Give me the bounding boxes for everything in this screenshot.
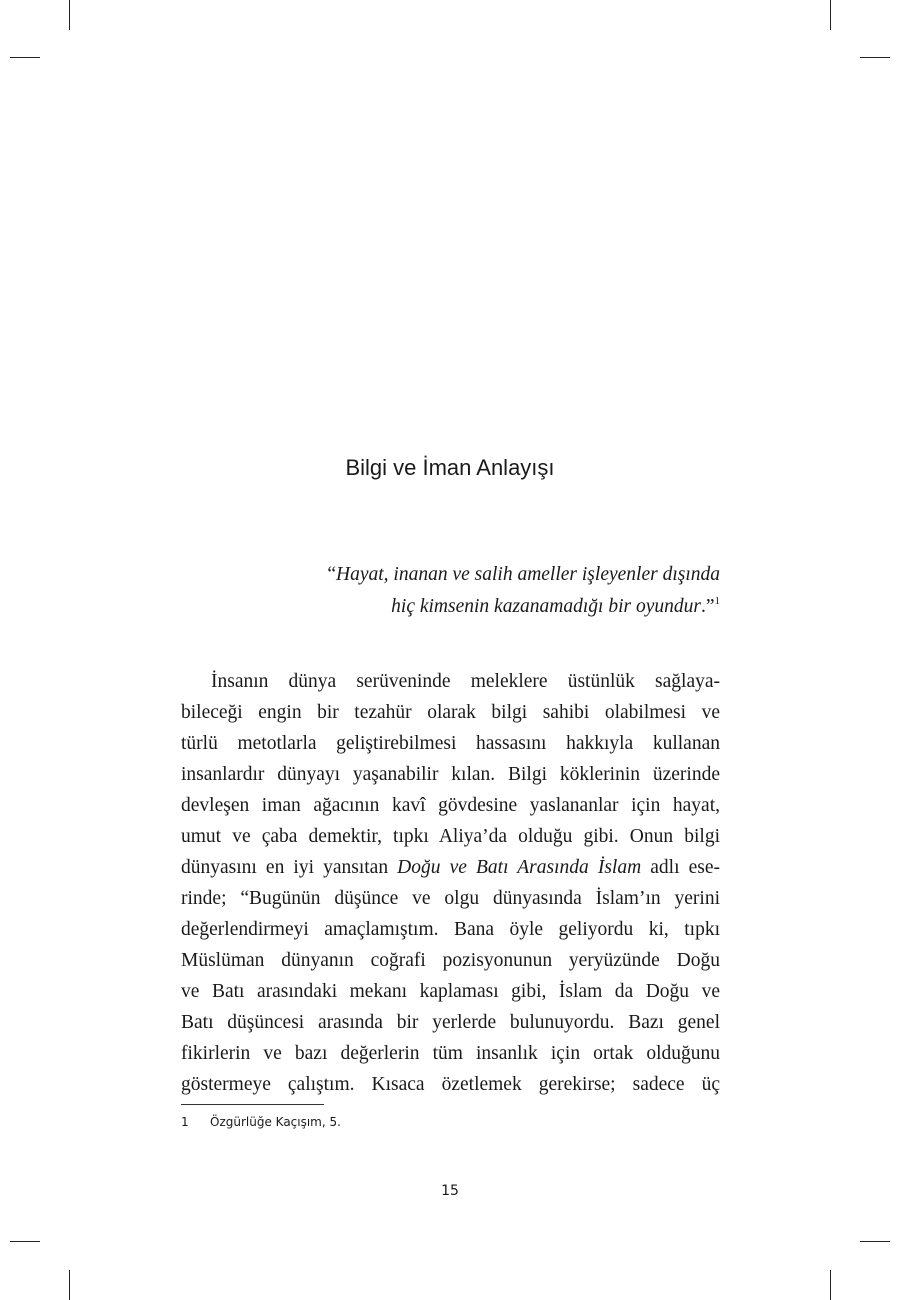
body-line: göstermeye çalıştım. Kısaca özetlemek gerekirse; sadece üç [181, 1074, 720, 1095]
crop-mark [69, 0, 70, 30]
body-line: rinde; “Bugünün düşünce ve olgu dünyasında İslam’ın yerini [181, 888, 720, 909]
epigraph-line-1 [200, 559, 720, 591]
body-line: bileceği engin bir tezahür olarak bilgi sahibi olabilmesi ve [181, 702, 720, 723]
footnote-reference[interactable]: 1 [714, 595, 720, 607]
page-number: 15 [441, 1183, 459, 1199]
footnote-divider [181, 1104, 324, 1105]
epigraph-line-2 [200, 591, 720, 623]
body-line: ve Batı arasındaki mekanı kaplaması gibi, İslam da Doğu ve [181, 981, 720, 1002]
crop-mark [69, 1270, 70, 1300]
body-line: Müslüman dünyanın coğrafi pozisyonunun yeryüzünde Doğu [181, 950, 720, 971]
epigraph-text-2: hiç kimsenin kazanamadığı bir oyundur [391, 596, 701, 617]
chapter-heading: Bilgi ve İman Anlayışı [345, 455, 555, 480]
crop-mark [860, 57, 890, 58]
footnote [181, 1115, 341, 1129]
epigraph [200, 559, 720, 623]
crop-mark [10, 57, 40, 58]
epigraph-close-quote: .” [700, 596, 715, 617]
body-line: insanlardır dünyayı yaşanabilir kılan. Bilgi köklerinin üzerinde [181, 764, 720, 785]
body-text-segment: adlı ese- [641, 857, 720, 878]
body-line: umut ve çaba demektir, tıpkı Aliya’da olduğu gibi. Onun bilgi [181, 826, 720, 847]
crop-mark [830, 0, 831, 30]
body-line: değerlendirmeyi amaçlamıştım. Bana öyle geliyordu ki, tıpkı [181, 919, 720, 940]
crop-mark [10, 1241, 40, 1242]
body-paragraph [181, 666, 720, 1100]
epigraph-open-quote: “ [327, 564, 337, 585]
epigraph-text-1: Hayat, inanan ve salih ameller işleyenler dışında [336, 564, 720, 585]
body-line: İnsanın dünya serüveninde meleklere üstünlük sağlaya- [211, 671, 720, 692]
body-line: türlü metotlarla geliştirebilmesi hassasını hakkıyla kullanan [181, 733, 720, 754]
body-line: Batı düşüncesi arasında bir yerlerde bulunuyordu. Bazı genel [181, 1012, 720, 1033]
footnote-text: Özgürlüğe Kaçışım, 5. [210, 1115, 341, 1129]
body-line: devleşen iman ağacının kavî gövdesine yaslananlar için hayat, [181, 795, 720, 816]
body-line [181, 852, 720, 883]
crop-mark [830, 1270, 831, 1300]
body-text-segment: dünyasını en iyi yansıtan [181, 857, 398, 878]
crop-mark [860, 1241, 890, 1242]
footnote-number: 1 [181, 1115, 189, 1129]
body-line: fikirlerin ve bazı değerlerin tüm insanlık için ortak olduğunu [181, 1043, 720, 1064]
book-title: Doğu ve Batı Arasında İslam [397, 857, 642, 878]
